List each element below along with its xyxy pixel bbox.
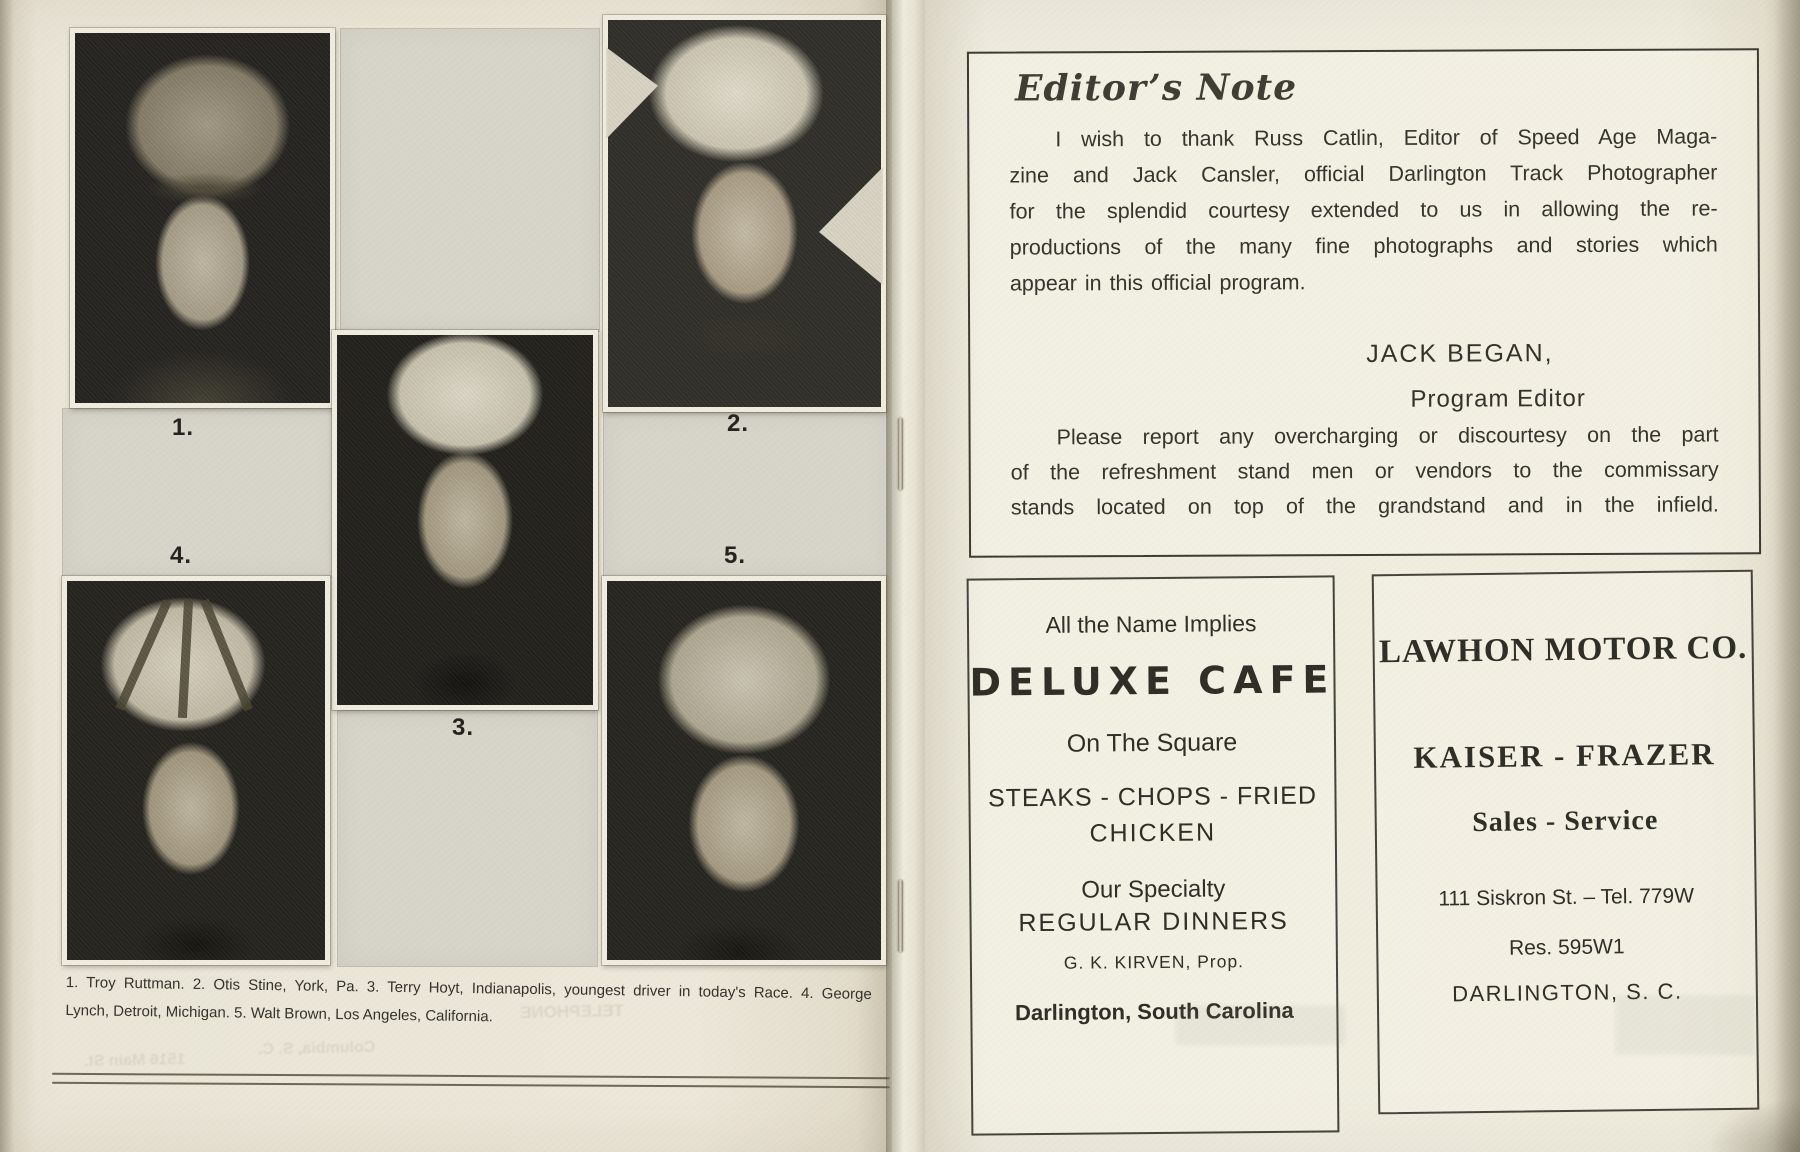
bleed-through-text: Columbia, S. C. — [257, 1038, 376, 1059]
blank-block-bottom-middle — [337, 710, 598, 967]
photo-number-5: 5. — [724, 542, 747, 569]
page-corner-shadow — [1650, 1057, 1800, 1152]
note-paragraph-line: productions of the many fine photographs and stories which — [1009, 232, 1718, 260]
note-paragraph-line: appear in this official program. — [1009, 270, 1306, 296]
lawhon-address: 111 Siskron St. – Tel. 779W — [1438, 884, 1695, 911]
lawhon-services: Sales - Service — [1472, 804, 1659, 839]
driver-photo-5 — [602, 576, 886, 965]
note-paragraph-line: Please report any overcharging or discourtesy on the part — [1056, 422, 1719, 450]
photo-number-1: 1. — [172, 414, 195, 441]
editor-signature-role: Program Editor — [1410, 385, 1586, 413]
bleed-through-smudge — [1175, 1005, 1345, 1045]
lawhon-name: LAWHON MOTOR CO. — [1378, 629, 1748, 671]
note-paragraph-line: of the refreshment stand men or vendors to the commissary — [1010, 457, 1719, 485]
staple — [898, 880, 903, 952]
blank-block-top-middle — [340, 28, 600, 332]
right-page — [925, 0, 1800, 1152]
editor-signature-name: JACK BEGAN, — [1366, 339, 1554, 368]
driver-photo-1 — [70, 28, 335, 408]
torn-photo-edge — [819, 167, 883, 285]
deluxe-city: Darlington, South Carolina — [1014, 997, 1294, 1026]
bleed-through-text: 1516 Main St. — [83, 1050, 186, 1071]
note-paragraph-line: I wish to thank Russ Catlin, Editor of Speed Age Maga- — [1055, 124, 1718, 152]
photo-number-4: 4. — [170, 542, 193, 569]
photo-caption — [65, 972, 872, 1034]
page-edge-right — [1774, 0, 1800, 1152]
note-paragraph-line: zine and Jack Cansler, official Darlington Track Photographer — [1009, 160, 1718, 188]
helmet-stripe — [177, 600, 192, 718]
deluxe-menu-line-2: CHICKEN — [1089, 818, 1217, 848]
deluxe-tagline: All the Name Implies — [1045, 610, 1257, 638]
photo-number-3: 3. — [452, 714, 475, 741]
deluxe-cafe-ad — [967, 575, 1340, 1135]
deluxe-name: DELUXE CAFE — [969, 657, 1336, 705]
deluxe-menu-line-1: STEAKS - CHOPS - FRIED — [987, 781, 1318, 813]
note-paragraph-line: stands located on top of the grandstand and in the infield. — [1010, 492, 1719, 520]
lawhon-brand: KAISER - FRAZER — [1413, 736, 1716, 775]
page-edge-left — [0, 0, 14, 1152]
footer-rule — [52, 1082, 890, 1088]
deluxe-location: On The Square — [1066, 728, 1238, 758]
helmet-stripe — [116, 599, 172, 710]
staple — [898, 418, 903, 490]
lawhon-phone: Res. 595W1 — [1508, 935, 1625, 960]
driver-photo-3 — [332, 330, 598, 710]
photo-caption-line-1: 1. Troy Ruttman. 2. Otis Stine, York, Pa. 3. Terry Hoyt, Indianapolis, youngest driver in today's Race. 4. George — [65, 973, 872, 1003]
driver-photo-2 — [603, 15, 886, 412]
photo-caption-line-2: Lynch, Detroit, Michigan. 5. Walt Brown, Los Angeles, California. — [65, 1001, 493, 1026]
helmet-stripe — [200, 599, 253, 712]
editors-note-box — [967, 48, 1761, 557]
lawhon-city: DARLINGTON, S. C. — [1451, 978, 1683, 1007]
driver-photo-4 — [62, 576, 330, 965]
bleed-through-smudge — [1615, 995, 1755, 1055]
deluxe-proprietor: G. K. KIRVEN, Prop. — [1063, 951, 1245, 973]
left-page — [0, 0, 892, 1152]
deluxe-specialty-label: Our Specialty — [1081, 875, 1226, 904]
note-paragraph-line: for the splendid courtesy extended to us in allowing the re- — [1009, 196, 1718, 224]
blank-block-mid-left — [62, 408, 337, 578]
deluxe-specialty: REGULAR DINNERS — [1018, 906, 1289, 938]
footer-rule — [52, 1073, 890, 1079]
torn-photo-edge — [606, 47, 658, 139]
photo-number-2: 2. — [727, 410, 750, 437]
bleed-through-text: TELEPHONE — [519, 1000, 625, 1023]
editors-note-title: Editor’s Note — [1014, 66, 1298, 110]
